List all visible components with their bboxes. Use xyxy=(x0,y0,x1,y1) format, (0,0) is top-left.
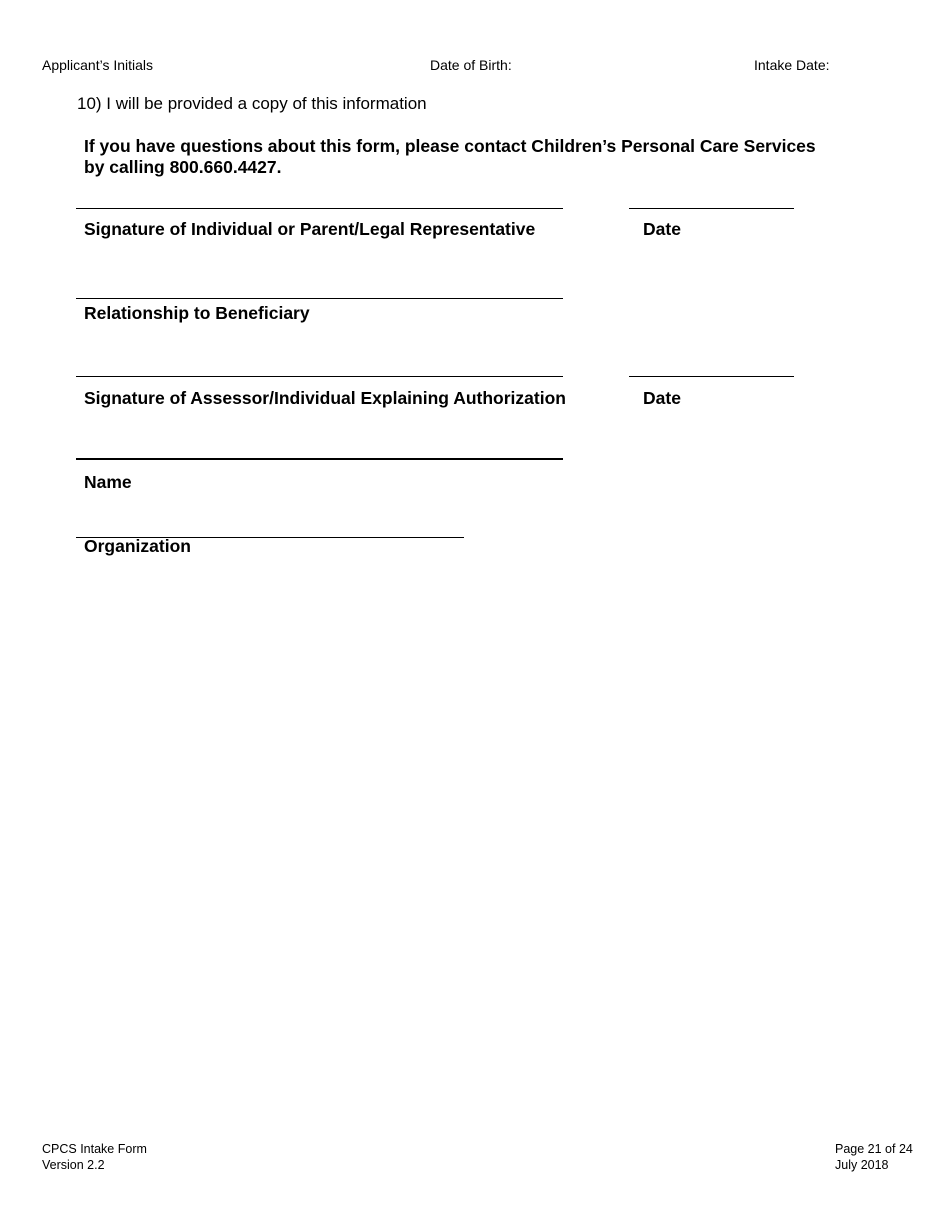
footer-version: Version 2.2 xyxy=(42,1158,105,1172)
intake-date-label: Intake Date: xyxy=(754,57,830,73)
date-of-birth-label: Date of Birth: xyxy=(430,57,512,73)
item-10-text: 10) I will be provided a copy of this information xyxy=(77,94,427,113)
name-label: Name xyxy=(84,472,132,492)
relationship-label: Relationship to Beneficiary xyxy=(84,303,310,323)
relationship-line[interactable] xyxy=(76,298,563,299)
name-line[interactable] xyxy=(76,458,563,460)
assessor-signature-label: Signature of Assessor/Individual Explaining Authorization xyxy=(84,388,566,408)
assessor-signature-line[interactable] xyxy=(76,376,563,377)
organization-label: Organization xyxy=(84,536,191,556)
individual-signature-line[interactable] xyxy=(76,208,563,209)
contact-notice: If you have questions about this form, please contact Children’s Personal Care Services by calling 800.660.4427. xyxy=(84,136,816,177)
footer-date: July 2018 xyxy=(835,1158,889,1172)
applicant-initials-label: Applicant’s Initials xyxy=(42,57,154,73)
individual-date-label: Date xyxy=(643,219,681,239)
assessor-date-label: Date xyxy=(643,388,681,408)
assessor-date-line[interactable] xyxy=(629,376,794,377)
footer-form-name: CPCS Intake Form xyxy=(42,1142,147,1156)
individual-signature-label: Signature of Individual or Parent/Legal Representative xyxy=(84,219,536,239)
individual-date-line[interactable] xyxy=(629,208,794,209)
footer-page-number: Page 21 of 24 xyxy=(835,1142,913,1156)
